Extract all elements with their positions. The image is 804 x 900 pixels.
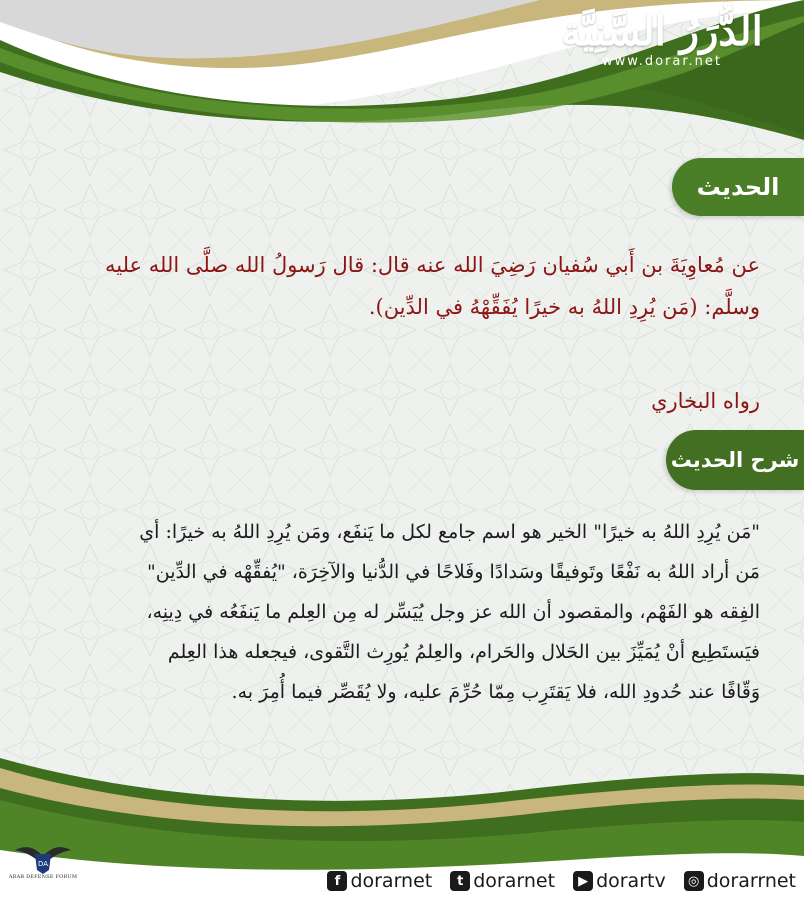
instagram-link[interactable] (684, 870, 796, 892)
instagram-handle: dorarrnet (706, 870, 796, 892)
instagram-icon: ◎ (684, 871, 704, 891)
hadith-text (40, 244, 760, 328)
facebook-handle: dorarnet (350, 870, 433, 892)
eagle-emblem-icon (13, 836, 73, 876)
hadith-narrator: رواه البخاري (651, 389, 760, 413)
brand-url: www.dorar.net (602, 54, 722, 69)
twitter-handle: dorarnet (473, 870, 556, 892)
hadith-line: وسلَّم: (مَن يُرِدِ اللهُ به خيرًا يُفَقِّهْهُ في الدِّين). (368, 295, 760, 319)
explanation-line: فيَستَطِيع أنْ يُمَيِّزَ بين الحَلال والحَرام، والعِلمُ يُورِث التَّقوى، فيجعله هذا العِلم (167, 641, 760, 663)
facebook-link[interactable] (327, 870, 432, 892)
explanation-section-badge: شرح الحديث (666, 430, 804, 490)
explanation-text (40, 512, 760, 712)
watermark-text: ARAB DEFENSE FORUM (8, 874, 78, 880)
explanation-line: وَقّافًا عند حُدودِ الله، فلا يَقتَرِب مِمّا حُرِّمَ عليه، ولا يُقَصِّر فيما أُمِرَ به. (231, 681, 760, 703)
hadith-line: عن مُعاوِيَةَ بن أَبي سُفيان رَضِيَ الله عنه قال: قال رَسولُ الله صلَّى الله عليه (105, 253, 760, 277)
youtube-handle: dorartv (596, 870, 666, 892)
twitter-icon: t (450, 871, 470, 891)
facebook-icon: f (327, 871, 347, 891)
brand-title: الدُّرَرُ السَّنِيَّة (561, 8, 763, 55)
twitter-link[interactable] (450, 870, 555, 892)
explanation-line: مَن أراد اللهُ به نَفْعًا وتَوفيقًا وسَدادًا وفَلاحًا في الدُّنيا والآخِرَة، "يُفقِّهْه في الدِّين" (147, 561, 760, 583)
explanation-line: "مَن يُرِدِ اللهُ به خيرًا" الخير هو اسم جامع لكل ما يَنفَع، ومَن يُرِدِ اللهُ به خيرًا: أي (139, 521, 760, 543)
brand-logo (542, 6, 782, 69)
youtube-icon: ▶ (573, 871, 593, 891)
watermark-logo (6, 836, 80, 896)
watermark-abbr: DA (37, 860, 49, 868)
explanation-line: الفِقه هو الفَهْم، والمقصود أن الله عز وجل يُيَسِّر له مِن العِلم ما يَنفَعُه في دِينِه، (146, 601, 760, 623)
youtube-link[interactable] (573, 870, 666, 892)
social-footer (327, 866, 796, 896)
hadith-section-badge: الحديث (672, 158, 804, 216)
